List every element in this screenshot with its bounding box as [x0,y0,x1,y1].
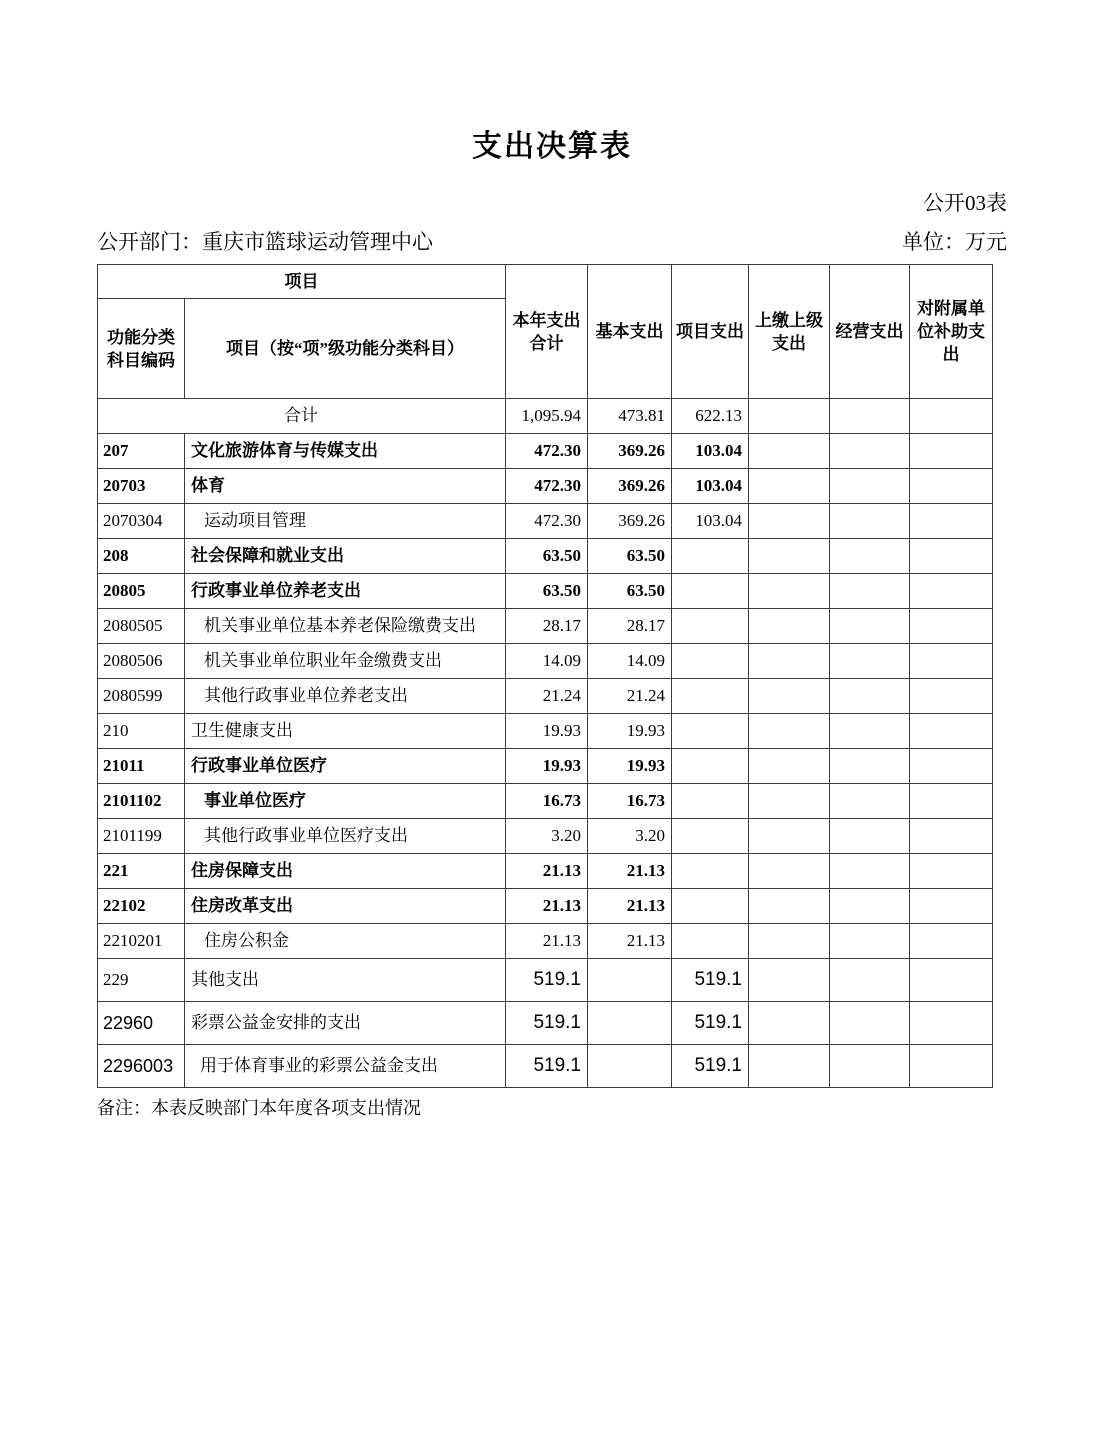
header-row-1 [98,265,993,299]
cell-project: 103.04 [672,434,749,469]
cell-project [672,819,749,854]
cell-name: 运动项目管理 [185,504,506,539]
cell-total: 21.13 [506,924,588,959]
cell-upper [749,819,830,854]
cell-name: 其他行政事业单位医疗支出 [185,819,506,854]
cell-upper [749,469,830,504]
table-row [98,574,993,609]
cell-basic: 16.73 [588,784,672,819]
cell-upper [749,1002,830,1045]
cell-basic: 14.09 [588,644,672,679]
table-row [98,1045,993,1088]
cell-project: 103.04 [672,504,749,539]
cell-subsidy [910,749,993,784]
cell-operating [830,784,910,819]
cell-basic [588,1045,672,1088]
cell-code: 20703 [98,469,185,504]
cell-upper [749,399,830,434]
cell-subsidy [910,469,993,504]
cell-name: 合计 [98,399,506,434]
header-basic: 基本支出 [588,265,672,399]
table-row [98,644,993,679]
cell-basic [588,959,672,1002]
cell-subsidy [910,889,993,924]
cell-basic: 21.13 [588,854,672,889]
table-row [98,609,993,644]
cell-operating [830,434,910,469]
cell-basic: 63.50 [588,574,672,609]
cell-upper [749,854,830,889]
cell-project [672,854,749,889]
cell-name: 体育 [185,469,506,504]
cell-operating [830,574,910,609]
cell-subsidy [910,959,993,1002]
cell-subsidy [910,434,993,469]
cell-project [672,749,749,784]
cell-name: 文化旅游体育与传媒支出 [185,434,506,469]
cell-subsidy [910,714,993,749]
cell-total: 16.73 [506,784,588,819]
cell-upper [749,924,830,959]
cell-code: 20805 [98,574,185,609]
expenditure-table [97,264,993,1088]
cell-project: 519.1 [672,1045,749,1088]
cell-code: 2080505 [98,609,185,644]
cell-code: 2070304 [98,504,185,539]
cell-operating [830,469,910,504]
table-row [98,889,993,924]
cell-operating [830,504,910,539]
cell-total: 14.09 [506,644,588,679]
cell-code: 2296003 [98,1045,185,1088]
cell-project [672,679,749,714]
cell-operating [830,749,910,784]
cell-upper [749,889,830,924]
table-row [98,714,993,749]
cell-code: 208 [98,539,185,574]
cell-total: 3.20 [506,819,588,854]
cell-basic: 19.93 [588,714,672,749]
cell-operating [830,609,910,644]
cell-code: 2080506 [98,644,185,679]
cell-subsidy [910,644,993,679]
cell-upper [749,504,830,539]
cell-name: 事业单位医疗 [185,784,506,819]
cell-project [672,644,749,679]
cell-total: 1,095.94 [506,399,588,434]
content-area [97,0,1007,1120]
cell-subsidy [910,1045,993,1088]
table-row [98,679,993,714]
header-total: 本年支出合计 [506,265,588,399]
cell-operating [830,399,910,434]
meta-line [97,228,1007,256]
header-project-name: 项目（按“项”级功能分类科目） [185,299,506,399]
cell-code: 210 [98,714,185,749]
form-number: 公开03表 [923,191,1007,215]
cell-name: 其他支出 [185,959,506,1002]
cell-code: 2080599 [98,679,185,714]
cell-basic: 369.26 [588,469,672,504]
header-operating: 经营支出 [830,265,910,399]
cell-subsidy [910,784,993,819]
cell-project [672,889,749,924]
cell-name: 其他行政事业单位养老支出 [185,679,506,714]
cell-upper [749,679,830,714]
cell-code: 21011 [98,749,185,784]
cell-subsidy [910,679,993,714]
cell-upper [749,1045,830,1088]
unit-label: 单位：万元 [902,230,1007,254]
cell-project: 519.1 [672,959,749,1002]
cell-upper [749,434,830,469]
cell-operating [830,819,910,854]
table-row [98,784,993,819]
header-upper: 上缴上级支出 [749,265,830,399]
cell-subsidy [910,924,993,959]
cell-upper [749,749,830,784]
header-project: 项目支出 [672,265,749,399]
cell-code: 229 [98,959,185,1002]
cell-subsidy [910,854,993,889]
cell-total: 63.50 [506,539,588,574]
cell-subsidy [910,539,993,574]
table-row [98,959,993,1002]
cell-basic: 21.13 [588,889,672,924]
cell-name: 社会保障和就业支出 [185,539,506,574]
page-title: 支出决算表 [472,130,632,163]
cell-name: 卫生健康支出 [185,714,506,749]
table-row [98,504,993,539]
cell-basic: 63.50 [588,539,672,574]
cell-name: 住房改革支出 [185,889,506,924]
table-row [98,1002,993,1045]
cell-code: 2210201 [98,924,185,959]
header-code: 功能分类科目编码 [98,299,185,399]
cell-total: 19.93 [506,714,588,749]
cell-code: 221 [98,854,185,889]
table-body [98,399,993,1088]
header-project-group: 项目 [98,265,506,299]
table-row [98,399,993,434]
cell-operating [830,539,910,574]
cell-name: 机关事业单位基本养老保险缴费支出 [185,609,506,644]
cell-operating [830,959,910,1002]
cell-name: 行政事业单位医疗 [185,749,506,784]
table-row [98,854,993,889]
cell-code: 207 [98,434,185,469]
cell-code: 22102 [98,889,185,924]
cell-total: 472.30 [506,469,588,504]
cell-project [672,924,749,959]
cell-basic: 19.93 [588,749,672,784]
cell-code: 2101102 [98,784,185,819]
table-row [98,924,993,959]
cell-total: 21.24 [506,679,588,714]
cell-total: 519.1 [506,1045,588,1088]
cell-name: 机关事业单位职业年金缴费支出 [185,644,506,679]
cell-project [672,784,749,819]
cell-upper [749,609,830,644]
cell-project: 519.1 [672,1002,749,1045]
cell-name: 用于体育事业的彩票公益金支出 [185,1045,506,1088]
cell-basic: 473.81 [588,399,672,434]
cell-upper [749,574,830,609]
cell-operating [830,644,910,679]
cell-operating [830,889,910,924]
table-header [98,265,993,399]
cell-total: 21.13 [506,854,588,889]
cell-subsidy [910,819,993,854]
cell-project [672,609,749,644]
cell-name: 彩票公益金安排的支出 [185,1002,506,1045]
cell-project [672,539,749,574]
table-row [98,539,993,574]
cell-subsidy [910,1002,993,1045]
cell-name: 住房公积金 [185,924,506,959]
cell-basic: 28.17 [588,609,672,644]
cell-total: 28.17 [506,609,588,644]
cell-project: 622.13 [672,399,749,434]
cell-operating [830,1045,910,1088]
cell-upper [749,959,830,1002]
cell-basic: 21.24 [588,679,672,714]
cell-name: 行政事业单位养老支出 [185,574,506,609]
cell-upper [749,644,830,679]
cell-upper [749,784,830,819]
cell-name: 住房保障支出 [185,854,506,889]
cell-project [672,714,749,749]
table-row [98,819,993,854]
cell-operating [830,924,910,959]
cell-operating [830,714,910,749]
cell-code: 2101199 [98,819,185,854]
table-row [98,469,993,504]
department-label: 公开部门：重庆市篮球运动管理中心 [97,230,433,254]
cell-basic: 21.13 [588,924,672,959]
cell-basic: 369.26 [588,434,672,469]
cell-subsidy [910,609,993,644]
table-row [98,749,993,784]
cell-code: 22960 [98,1002,185,1045]
table-row [98,434,993,469]
cell-total: 519.1 [506,1002,588,1045]
cell-upper [749,539,830,574]
cell-total: 519.1 [506,959,588,1002]
cell-basic [588,1002,672,1045]
cell-basic: 369.26 [588,504,672,539]
footnote: 备注：本表反映部门本年度各项支出情况 [97,1098,421,1118]
cell-subsidy [910,504,993,539]
cell-project: 103.04 [672,469,749,504]
cell-basic: 3.20 [588,819,672,854]
cell-operating [830,679,910,714]
cell-operating [830,854,910,889]
cell-subsidy [910,399,993,434]
cell-total: 472.30 [506,434,588,469]
cell-project [672,574,749,609]
cell-total: 21.13 [506,889,588,924]
cell-subsidy [910,574,993,609]
cell-operating [830,1002,910,1045]
cell-upper [749,714,830,749]
header-subsidy: 对附属单位补助支出 [910,265,993,399]
cell-total: 19.93 [506,749,588,784]
cell-total: 63.50 [506,574,588,609]
cell-total: 472.30 [506,504,588,539]
